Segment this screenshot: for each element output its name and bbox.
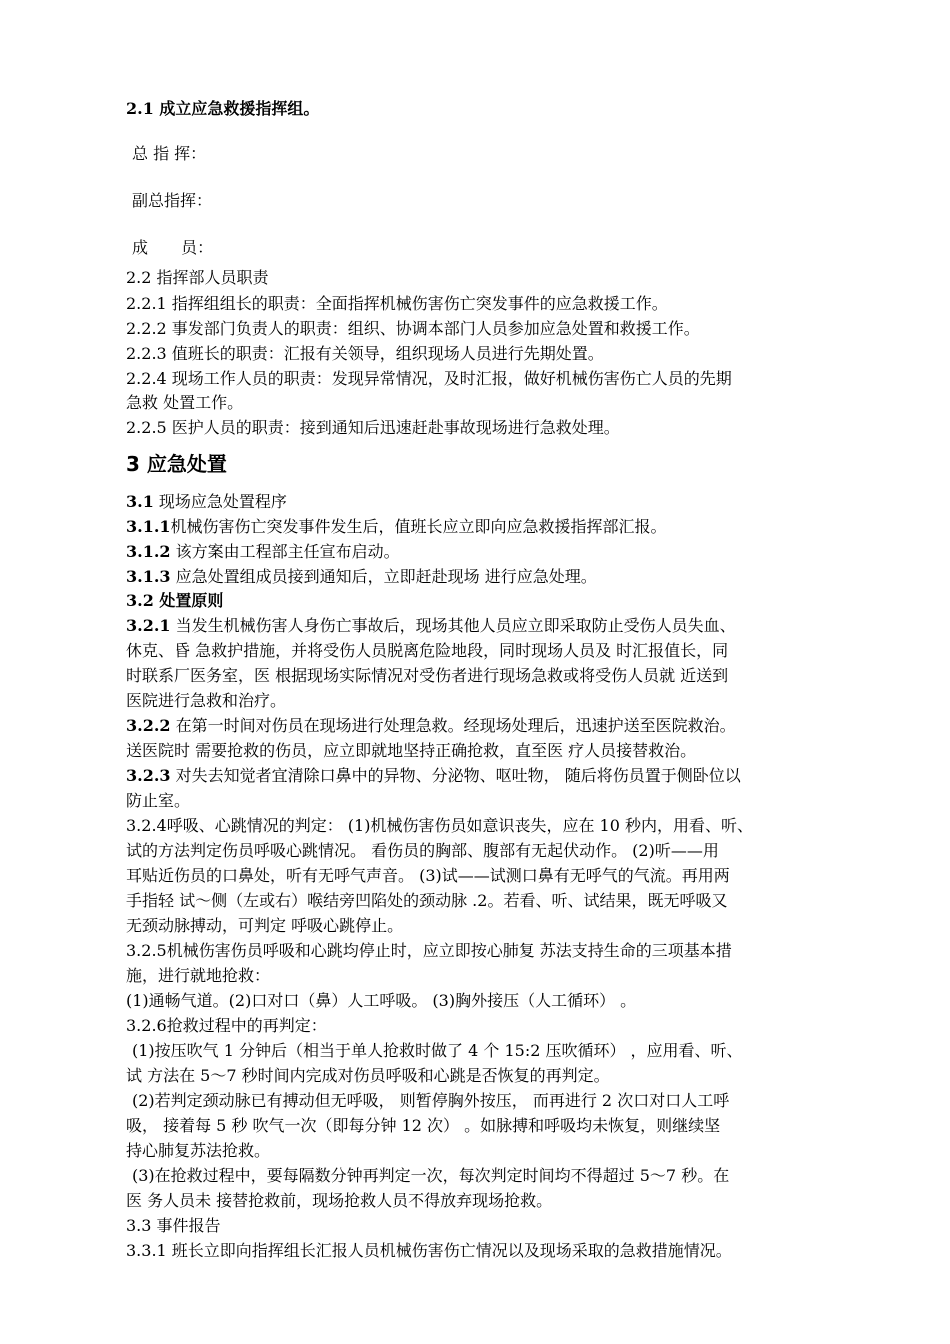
section-3-2-1-line2: 休克、昏 急救护措施，并将受伤人员脱离危险地段，同时现场人员及 时汇报值长，同 [126, 641, 729, 660]
section-2-2-4-line1: 2.2.4 现场工作人员的职责：发现异常情况，及时汇报，做好机械伤害伤亡人员的先期 [126, 369, 732, 388]
section-3-1-2-number: 3.1.2 [126, 542, 171, 561]
section-3-2-4-line1: 3.2.4呼吸、心跳情况的判定： (1)机械伤害伤员如意识丧失，应在 10 秒内，用看、听、 [126, 816, 753, 835]
section-3-1-3 [126, 565, 597, 589]
section-3-2-6-item1-line2: 试 方法在 5～7 秒时间内完成对伤员呼吸和心跳是否恢复的再判定。 [126, 1066, 610, 1085]
section-3-1-1-text: 机械伤害伤亡突发事件发生后，值班长应立即向应急救援指挥部汇报。 [170, 517, 667, 536]
section-3-2-1-line1 [126, 614, 736, 638]
section-3-1-2-text: 该方案由工程部主任宣布启动。 [170, 542, 400, 561]
section-3-1-3-number: 3.1.3 [126, 567, 171, 586]
section-2-1-heading: 2.1 成立应急救援指挥组。 [126, 99, 320, 118]
section-3-2-4-line5: 无颈动脉搏动，可判定 呼吸心跳停止。 [126, 916, 404, 935]
section-3-2-heading: 3.2 处置原则 [126, 591, 224, 610]
members-label: 成 员： [132, 238, 214, 257]
deputy-commander-label: 副总指挥： [132, 191, 213, 210]
section-3-2-1-line4: 医院进行急救和治疗。 [126, 691, 287, 710]
section-3-1 [126, 490, 287, 514]
section-3-2-2-line1 [126, 714, 736, 738]
section-3-2-6-item2-line1: (2)若判定颈动脉已有搏动但无呼吸， 则暂停胸外按压， 而再进行 2 次口对口人工呼 [132, 1091, 730, 1110]
section-3-1-number: 3.1 [126, 492, 154, 511]
section-3-1-3-text: 应急处置组成员接到通知后，立即赶赴现场 进行应急处理。 [170, 567, 597, 586]
section-3-2-6-heading: 3.2.6抢救过程中的再判定： [126, 1016, 327, 1035]
section-3-2-2-text: 在第一时间对伤员在现场进行处理急救。经现场处理后，迅速护送至医院救治。 [170, 716, 736, 735]
section-2-2-3: 2.2.3 值班长的职责：汇报有关领导，组织现场人员进行先期处置。 [126, 344, 604, 363]
section-2-2-2: 2.2.2 事发部门负责人的职责：组织、协调本部门人员参加应急处置和救援工作。 [126, 319, 700, 338]
commander-label: 总 指 挥： [132, 144, 207, 163]
section-3-1-text: 现场应急处置程序 [153, 492, 287, 511]
section-3-1-2 [126, 540, 400, 564]
section-2-2-4-line2: 急救 处置工作。 [126, 393, 244, 412]
section-3-2-3-text: 对失去知觉者宜清除口鼻中的异物、分泌物、呕吐物， 随后将伤员置于侧卧位以 [170, 766, 741, 785]
section-3-2-3-line1 [126, 764, 741, 788]
section-3-2-1-line3: 时联系厂医务室，医 根据现场实际情况对受伤者进行现场急救或将受伤人员就 近送到 [126, 666, 729, 685]
section-3-1-1 [126, 515, 667, 539]
section-3-2-1-number: 3.2.1 [126, 616, 171, 635]
section-3-2-1-text: 当发生机械伤害人身伤亡事故后，现场其他人员应立即采取防止受伤人员失血、 [170, 616, 736, 635]
section-3-2-2-line2: 送医院时 需要抢救的伤员，应立即就地坚持正确抢救，直至医 疗人员接替救治。 [126, 741, 697, 760]
section-3-2-3-number: 3.2.3 [126, 766, 171, 785]
section-3-2-6-item3-line1: (3)在抢救过程中，要每隔数分钟再判定一次，每次判定时间均不得超过 5～7 秒。在 [132, 1166, 730, 1185]
section-3-heading: 3 应急处置 [126, 452, 227, 476]
section-2-2-1: 2.2.1 指挥组组长的职责：全面指挥机械伤害伤亡突发事件的应急救援工作。 [126, 294, 668, 313]
section-3-2-3-line2: 防止室。 [126, 791, 191, 810]
section-3-3-heading: 3.3 事件报告 [126, 1216, 221, 1235]
section-3-2-4-line2: 试的方法判定伤员呼吸心跳情况。 看伤员的胸部、腹部有无起伏动作。 (2)听——用 [126, 841, 719, 860]
section-3-2-5-line1: 3.2.5机械伤害伤员呼吸和心跳均停止时，应立即按心肺复 苏法支持生命的三项基本措 [126, 941, 732, 960]
section-3-2-2-number: 3.2.2 [126, 716, 171, 735]
section-3-2-4-line4: 手指轻 试～侧（左或右）喉结旁凹陷处的颈动脉 .2。若看、听、试结果，既无呼吸又 [126, 891, 728, 910]
section-3-2-4-line3: 耳贴近伤员的口鼻处，听有无呼气声音。 (3)试——试测口鼻有无呼气的气流。再用两 [126, 866, 730, 885]
section-3-2-6-item1-line1: (1)按压吹气 1 分钟后（相当于单人抢救时做了 4 个 15:2 压吹循环） ，应用看、听、 [132, 1041, 743, 1060]
section-3-2-6-item2-line3: 持心肺复苏法抢救。 [126, 1141, 271, 1160]
section-3-3-1: 3.3.1 班长立即向指挥组长汇报人员机械伤害伤亡情况以及现场采取的急救措施情况。 [126, 1241, 732, 1260]
section-3-2-6-item3-line2: 医 务人员未 接替抢救前，现场抢救人员不得放弃现场抢救。 [126, 1191, 553, 1210]
section-3-2-5-line2: 施，进行就地抢救： [126, 966, 271, 985]
section-2-2-5: 2.2.5 医护人员的职责：接到通知后迅速赶赴事故现场进行急救处理。 [126, 418, 620, 437]
section-2-2-heading: 2.2 指挥部人员职责 [126, 268, 269, 287]
section-3-2-5-line3: (1)通畅气道。(2)口对口（鼻）人工呼吸。 (3)胸外接压（人工循环） 。 [126, 991, 637, 1010]
section-3-1-1-number: 3.1.1 [126, 517, 171, 536]
section-3-2-6-item2-line2: 吸， 接着每 5 秒 吹气一次（即每分钟 12 次） 。如脉搏和呼吸均未恢复，则继续坚 [126, 1116, 721, 1135]
